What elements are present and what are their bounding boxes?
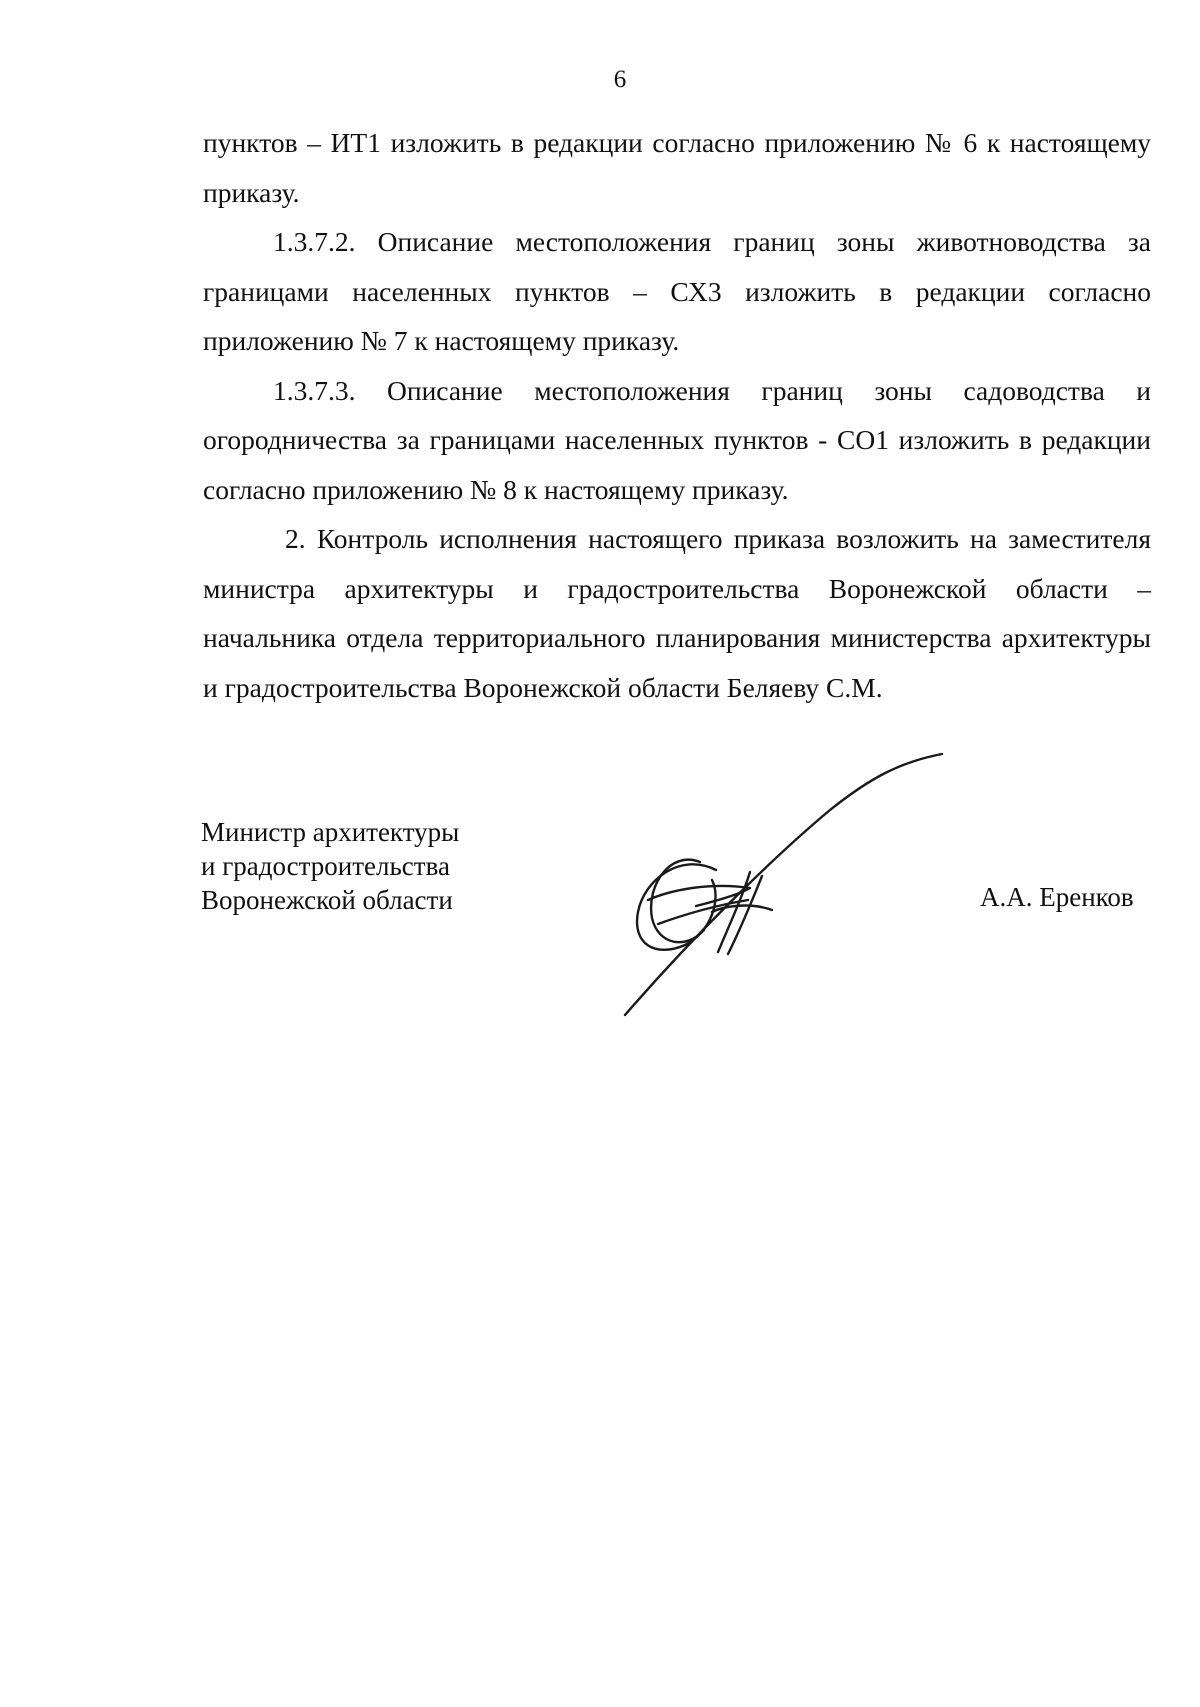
page-number: 6 (613, 66, 627, 93)
position-line-3: Воронежской области (201, 885, 453, 915)
signer-name: А.А. Еренков (980, 882, 1134, 912)
paragraph-2-control: 2. Контроль исполнения настоящего приказа возложить на заместителя министра архитектуры и градостроительства Воронежской области – начальника отдела территориального планирования министерства архитектуры и градостроительства Воронежской области Беляеву С.М. (203, 523, 1151, 703)
position-line-2: и градостроительства (201, 851, 450, 881)
signatory-position (201, 815, 459, 917)
paragraph-1-3-7-2: 1.3.7.2. Описание местоположения границ зоны животноводства за границами населенных пунктов – СХ3 изложить в редакции согласно приложению № 7 к настоящему приказу. (203, 226, 1151, 356)
position-line-1: Министр архитектуры (201, 817, 460, 847)
paragraph-continuation: пунктов – ИТ1 изложить в редакции согласно приложению № 6 к настоящему приказу. (203, 127, 1151, 208)
paragraph-1-3-7-3: 1.3.7.3. Описание местоположения границ зоны садоводства и огородничества за границами населенных пунктов - СО1 изложить в редакции согласно приложению № 8 к настоящему приказу. (203, 374, 1151, 505)
document-body (203, 118, 1151, 712)
handwritten-signature (600, 740, 980, 1020)
